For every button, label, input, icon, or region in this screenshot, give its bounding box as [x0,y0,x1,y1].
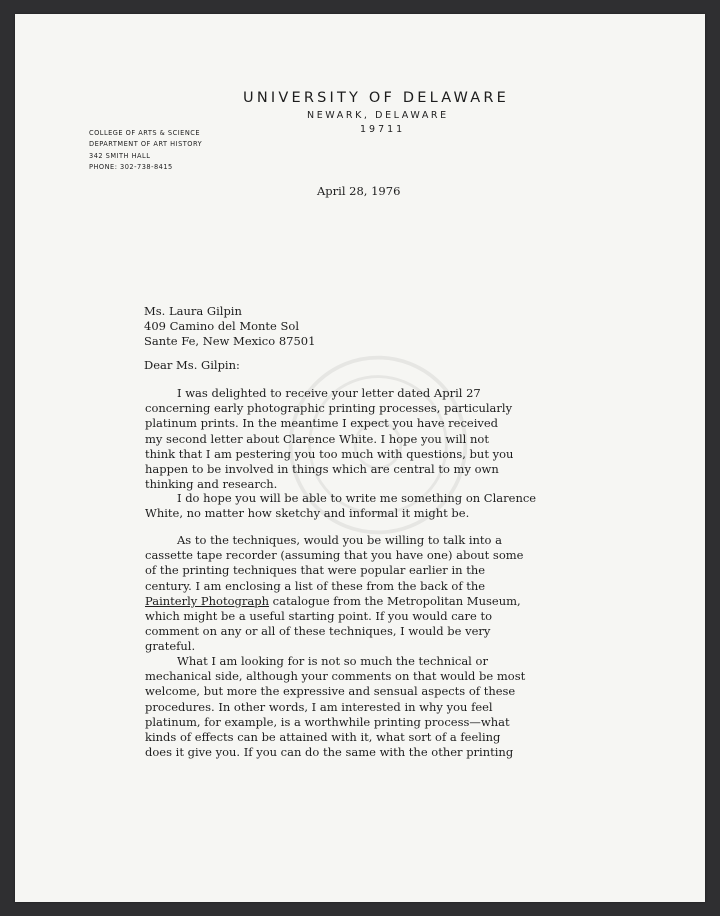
text-line: my second letter about Clarence White. I hope you will not [145,431,489,446]
text-line: kinds of effects can be attained with it, what sort of a feeling [145,730,501,745]
line-text: catalogue from the Metropolitan Museum, [269,593,521,608]
text-line: platinum prints. In the meantime I expect you have received [145,416,499,431]
text-line: century. I am enclosing a list of these from the back of the [145,578,486,593]
letter-page [15,14,705,902]
text-line: thinking and research. [145,477,278,492]
university-city: NEWARK, DELAWARE [307,110,449,121]
paragraph-2 [145,491,536,521]
text-line: mechanical side, although your comments on that would be most [145,669,526,684]
text-line: welcome, but more the expressive and sensual aspects of these [145,684,516,699]
salutation: Dear Ms. Gilpin: [144,358,240,372]
line-text: I do hope you will be able to write me something on Clarence [177,491,537,505]
text-line: of the printing techniques that were popular earlier in the [145,563,486,578]
text-line [145,594,523,609]
department-block [89,128,202,174]
text-line: platinum, for example, is a worthwhile printing process—what [145,714,510,729]
line-text: As to the techniques, would you be willing to talk into a [177,533,502,547]
text-line: concerning early photographic printing processes, particularly [145,401,513,416]
department-line: DEPARTMENT OF ART HISTORY [89,140,203,149]
department-line: 342 SMITH HALL [89,151,151,160]
text-line [145,491,536,506]
text-line: grateful. [145,639,196,654]
text-line: does it give you. If you can do the same with the other printing [145,745,514,760]
text-line [145,386,513,401]
recipient-city: Sante Fe, New Mexico 87501 [144,334,316,349]
text-line: White, no matter how sketchy and informal it might be. [145,506,470,521]
text-line: cassette tape recorder (assuming that you have one) about some [145,548,524,563]
recipient-street: 409 Camino del Monte Sol [144,319,299,334]
text-line: comment on any or all of these techniques, I would be very [145,624,491,639]
text-line: think that I am pestering you too much with questions, but you [145,446,514,461]
recipient-address [144,304,315,350]
university-zip: 19711 [360,124,406,135]
university-name: UNIVERSITY OF DELAWARE [243,90,510,106]
line-text: What I am looking for is not so much the technical or [177,654,488,668]
department-line: COLLEGE OF ARTS & SCIENCE [89,129,201,137]
catalogue-title: Painterly Photograph [145,593,270,608]
text-line: which might be a useful starting point. If you would care to [145,609,493,624]
text-line: procedures. In other words, I am interested in why you feel [145,699,493,714]
text-line [145,654,525,669]
paragraph-3 [145,533,523,655]
text-line [145,533,523,548]
paragraph-1 [145,386,513,492]
paragraph-4 [145,654,525,760]
letter-date: April 28, 1976 [317,184,401,198]
line-text: I was delighted to receive your letter dated April 27 [177,386,481,400]
recipient-name: Ms. Laura Gilpin [144,304,242,318]
department-line: PHONE: 302-738-8415 [89,163,173,172]
text-line: happen to be involved in things which are central to my own [145,462,499,477]
